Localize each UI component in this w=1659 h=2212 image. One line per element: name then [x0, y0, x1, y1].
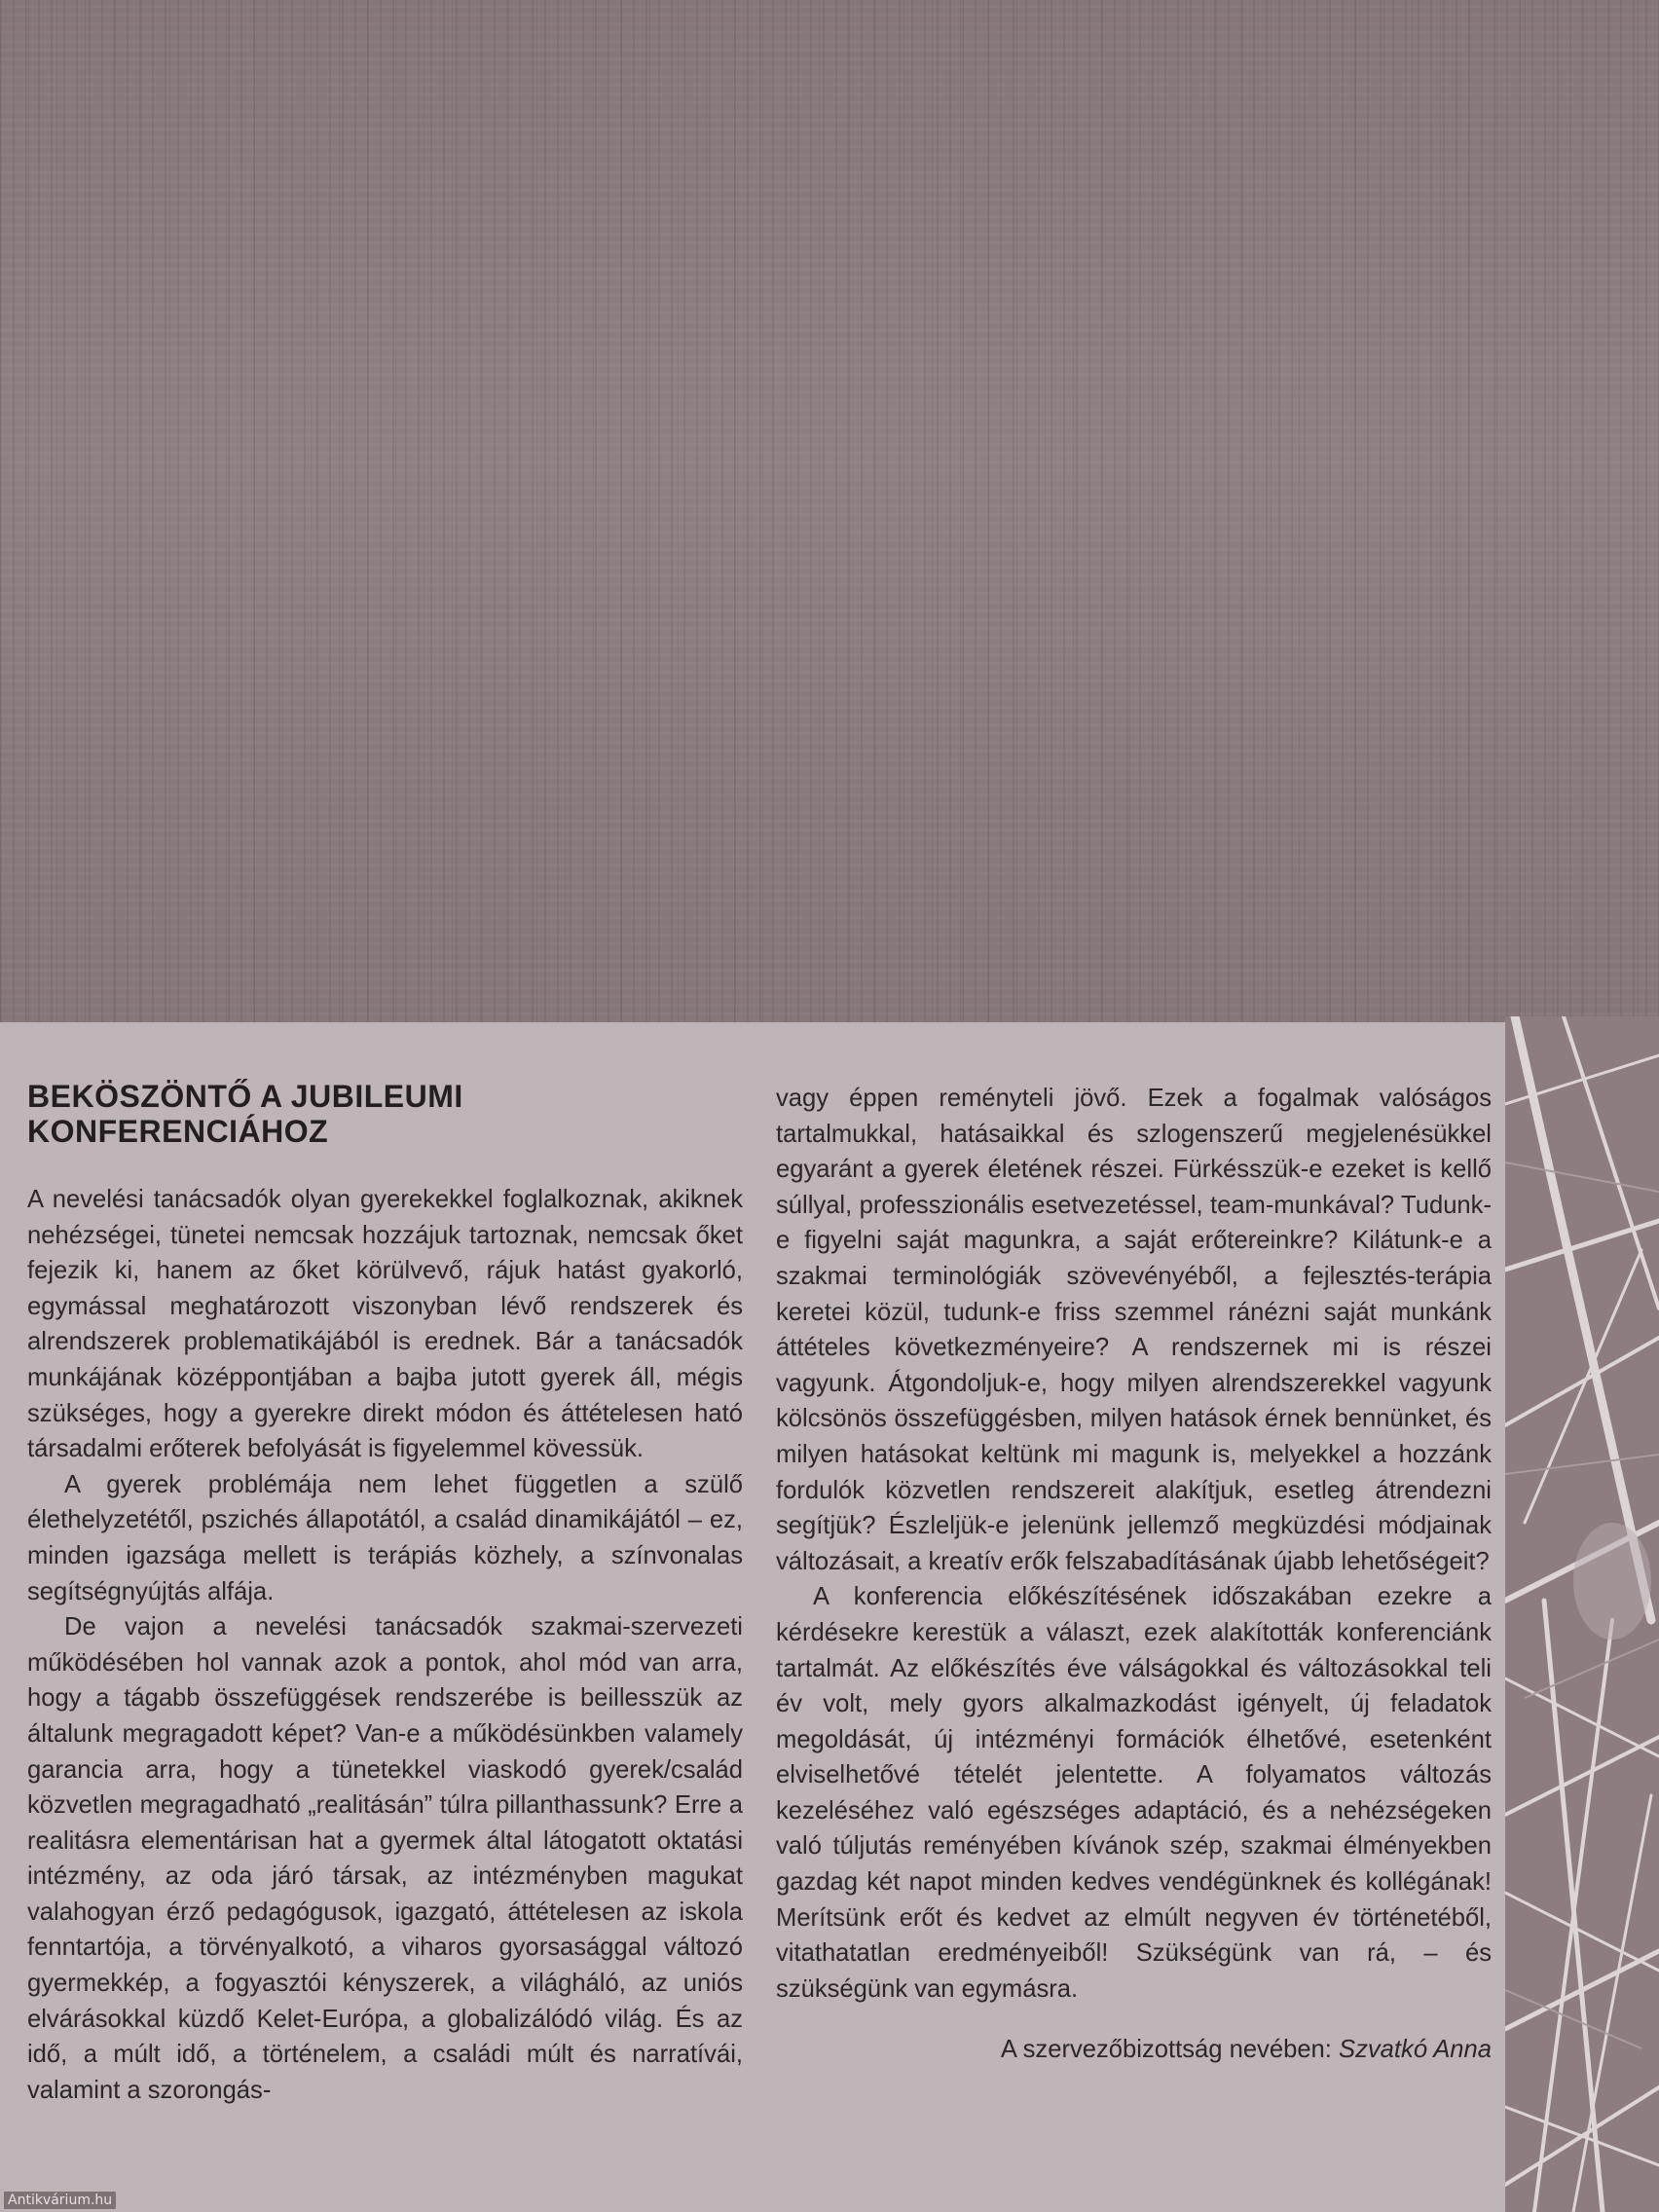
article-title	[27, 1079, 743, 1149]
paragraph: vagy éppen reményteli jövő. Ezek a fogalmak valóságos tartalmukkal, hatásaikkal és szlogenszerű megjelenésükkel egyaránt a gyerek életének részei. Fürkésszük-e ezeket is kellő súllyal, professzionális esetvezetéssel, team-munkával? Tudunk-e figyelni saját magunkra, a saját erőtereinkre? Kilátunk-e a szakmai terminológiák szövevényéből, a fejlesztés-terápia keretei közül, tudunk-e friss szemmel ránézni saját munkánk áttételes következményeire? A rendszernek mi is részei vagyunk. Átgondoljuk-e, hogy milyen alrendszerekkel vagyunk kölcsönös összefüggésben, milyen hatások érnek bennünket, és milyen hatásokat keltünk mi magunk is, melyekkel a hozzánk fordulók közvetlen rendszereit alakítjuk, esetleg átrendezni segítjük? Észleljük-e jelenünk jellemző megküzdési módjainak változásait, a kreatív erők felszabadításának újabb lehetőségeit?	[776, 1085, 1492, 1575]
article-column-left	[27, 1079, 743, 2108]
article-column-right	[776, 1081, 1492, 2068]
paragraph: A nevelési tanácsadók olyan gyerekekkel foglalkoznak, akiknek nehézségei, tünetei nemcsak hozzájuk tartoznak, nemcsak őket fejezik ki, hanem az őket körülvevő, rájuk hatást gyakorló, egymással meghatározott viszonyban lévő rendszerek és alrendszerek problematikájából is erednek. Bár a tanácsadók munkájának középpontjában a bajba jutott gyerek áll, mégis szükséges, hogy a gyerekre direkt módon és áttételesen ható társadalmi erőterek befolyását is figyelemmel kövessük.	[27, 1186, 743, 1463]
article-title-line-2: KONFERENCIÁHOZ	[27, 1114, 329, 1149]
signature	[776, 2032, 1492, 2068]
watermark: Antikvárium.hu	[4, 2192, 116, 2209]
article-title-line-1: BEKÖSZÖNTŐ A JUBILEUMI	[27, 1079, 463, 1114]
decorative-photo-strip	[1505, 1016, 1659, 2212]
paragraph: A konferencia előkészítésének időszakában ezekre a kérdésekre kerestük a választ, ezek alakították konferenciánk tartalmát. Az előkészítés éve válságokkal és változásokkal teli év volt, mely gyors alkalmazkodást igényelt, új feladatok megoldását, új intézményi formációk élhetővé, esetenként elviselhetővé tételét jelentette. A folyamatos változás kezeléséhez való egészséges adaptáció, és a nehézségeken való túljutás reményében kívánok szép, szakmai élményekben gazdag két napot minden kedves vendégünknek és kollégának! Merítsünk erőt és kedvet az elmúlt negyven év történetéből, vitathatatlan eredményeiből! Szükségünk van rá, – és szükségünk van egymásra.	[776, 1583, 1492, 2003]
paragraph: A gyerek problémája nem lehet független a szülő élethelyzetétől, pszichés állapotától, a család dinamikájától – ez, minden igazsága mellett is terápiás közhely, a színvonalas segítségnyújtás alfája.	[27, 1470, 743, 1605]
signature-name: Szvatkó Anna	[1339, 2036, 1492, 2064]
signature-prefix: A szervezőbizottság nevében:	[1000, 2036, 1340, 2064]
cover-texture	[0, 0, 1659, 1024]
paragraph: De vajon a nevelési tanácsadók szakmai-szervezeti működésében hol vannak azok a pontok, ahol mód van arra, hogy a tágabb összefüggések rendszerébe is beillesszük az általunk megragadott képet? Van-e a működésünkben valamely garancia arra, hogy a tünetekkel viaskodó gyerek/család közvetlen megragadható „realitásán” túlra pillanthassunk? Erre a realitásra elementárisan hat a gyermek által látogatott oktatási intézmény, az oda járó társak, az intézményben magukat valahogyan érző pedagógusok, igazgató, áttételesen az iskola fenntartója, a törvényalkotó, a viharos gyorsasággal változó gyermekkép, a fogyasztói kényszerek, a világháló, az uniós elvárásokkal küzdő Kelet-Európa, a globalizálódó világ. És az idő, a múlt idő, a történelem, a családi múlt és narratívái, valamint a szorongás-	[27, 1613, 743, 2104]
